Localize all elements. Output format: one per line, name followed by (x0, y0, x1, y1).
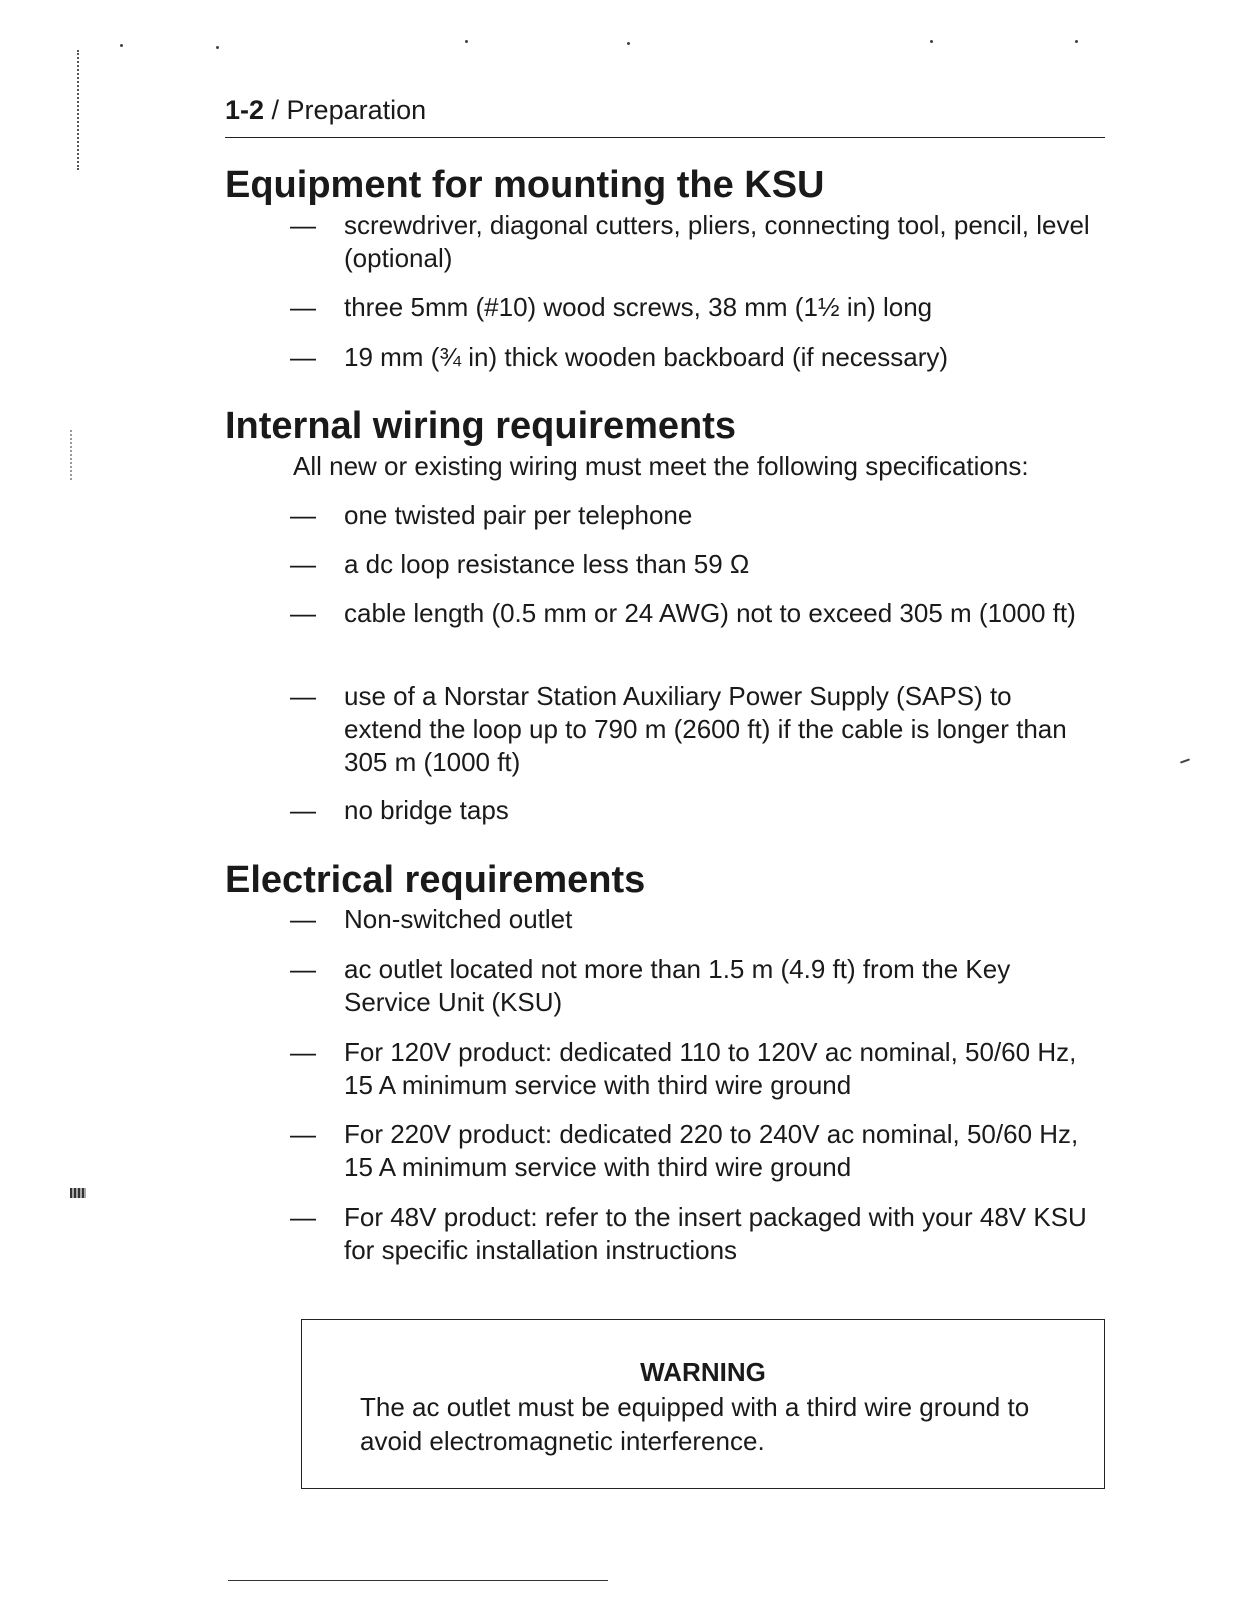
list-item (290, 291, 1090, 324)
scan-artifact (77, 50, 81, 170)
bullet-dash: — (290, 1202, 316, 1232)
list-item (290, 1036, 1090, 1102)
list-item-text: use of a Norstar Station Auxiliary Power Supply (SAPS) to extend the loop up to 790 m (2600 ft) if the cable is longer than 305 m (1000 ft) (344, 681, 1067, 777)
bullet-dash: — (290, 681, 316, 711)
list-item (290, 499, 1090, 532)
bullet-dash: — (290, 795, 316, 825)
list-item-text: For 120V product: dedicated 110 to 120V ac nominal, 50/60 Hz, 15 A minimum service with third wire ground (344, 1037, 1077, 1100)
list-item (290, 680, 1090, 779)
bullet-dash: — (290, 598, 316, 628)
list-item (290, 1118, 1090, 1184)
list-item (290, 953, 1090, 1019)
scan-speck (627, 42, 630, 45)
bullet-dash: — (290, 342, 316, 372)
scan-artifact (70, 1188, 86, 1198)
list-item-text: cable length (0.5 mm or 24 AWG) not to exceed 305 m (1000 ft) (344, 598, 1076, 628)
list-item (290, 903, 1090, 936)
list-item-text: one twisted pair per telephone (344, 500, 693, 530)
scan-speck (465, 40, 468, 43)
bullet-dash: — (290, 210, 316, 240)
list-item-text: ac outlet located not more than 1.5 m (4.9 ft) from the Key Service Unit (KSU) (344, 954, 1011, 1017)
list-item-text: no bridge taps (344, 795, 509, 825)
scan-artifact (70, 430, 82, 480)
list-item-text: Non-switched outlet (344, 904, 573, 934)
list-item-text: screwdriver, diagonal cutters, pliers, connecting tool, pencil, level (optional) (344, 210, 1090, 273)
running-header (225, 94, 426, 126)
header-section: Preparation (286, 95, 427, 125)
header-rule (225, 137, 1105, 138)
list-item-text: For 220V product: dedicated 220 to 240V ac nominal, 50/60 Hz, 15 A minimum service with third wire ground (344, 1119, 1079, 1182)
warning-text: The ac outlet must be equipped with a third wire ground to avoid electromagnetic interference. (360, 1392, 1030, 1456)
bullet-dash: — (290, 1119, 316, 1149)
bullet-dash: — (290, 500, 316, 530)
warning-title: WARNING (640, 1357, 766, 1387)
list-item-text: For 48V product: refer to the insert packaged with your 48V KSU for specific installation instructions (344, 1202, 1087, 1265)
list-item (290, 341, 1090, 374)
header-separator: / (264, 95, 287, 125)
scan-speck (216, 46, 219, 49)
list-item (290, 597, 1090, 630)
list-item (290, 1201, 1090, 1267)
scan-speck (1075, 40, 1078, 43)
scan-speck (120, 44, 123, 47)
bullet-dash: — (290, 1037, 316, 1067)
list-item-text: three 5mm (#10) wood screws, 38 mm (1½ in) long (344, 292, 933, 322)
bullet-dash: — (290, 292, 316, 322)
list-item-text: a dc loop resistance less than 59 Ω (344, 549, 750, 579)
list-item (290, 548, 1090, 581)
list-item-text: 19 mm (¾ in) thick wooden backboard (if necessary) (344, 342, 949, 372)
warning-box (301, 1319, 1105, 1489)
footer-rule (228, 1580, 608, 1581)
section-title-equipment: Equipment for mounting the KSU (225, 164, 825, 206)
bullet-dash: — (290, 549, 316, 579)
list-item (290, 209, 1090, 275)
bullet-dash: — (290, 904, 316, 934)
section-title-wiring: Internal wiring requirements (225, 405, 736, 447)
scan-speck (930, 40, 933, 43)
list-item (290, 794, 1090, 827)
section-intro: All new or existing wiring must meet the following specifications: (293, 451, 1029, 481)
section-title-electrical: Electrical requirements (225, 859, 646, 901)
bullet-dash: — (290, 954, 316, 984)
scan-speck (1180, 758, 1190, 763)
page-number: 1-2 (225, 95, 265, 125)
